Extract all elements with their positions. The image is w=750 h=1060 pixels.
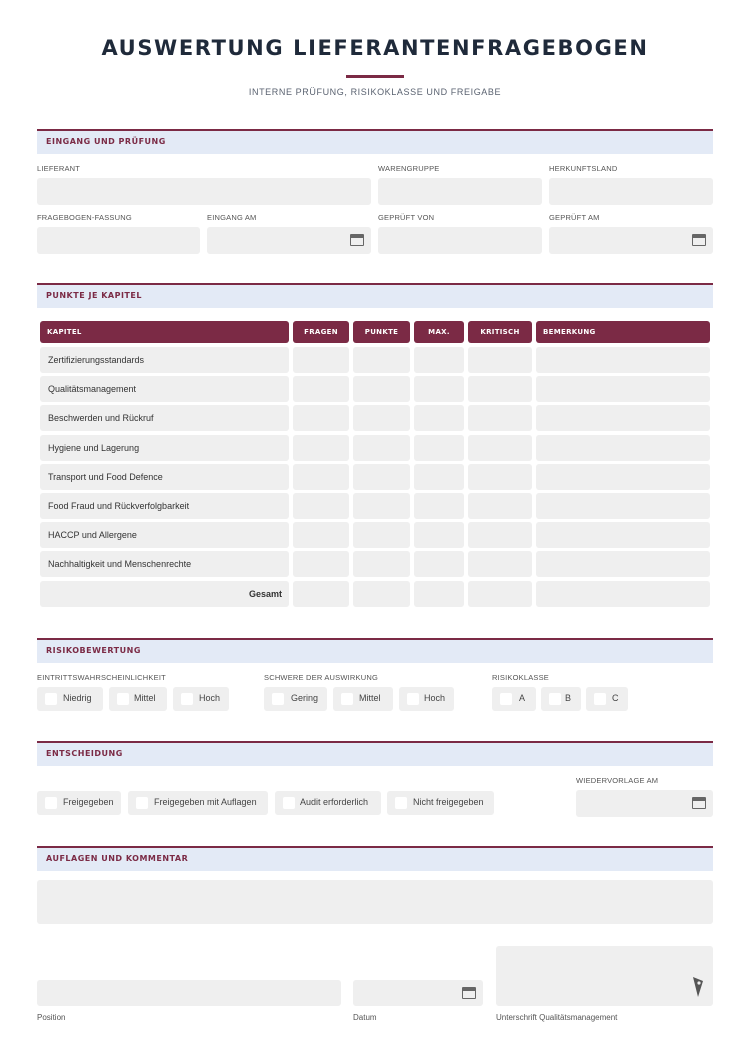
col-header-punkte: PUNKTE: [353, 321, 410, 343]
section-title: EINGANG UND PRÜFUNG: [46, 137, 166, 146]
label-risikoklasse: RISIKOKLASSE: [492, 673, 550, 682]
checkbox-klasse-a[interactable]: A: [492, 687, 536, 711]
label-lieferant: LIEFERANT: [37, 164, 81, 173]
calendar-icon[interactable]: [692, 797, 706, 809]
checkbox-eintritt-hoch[interactable]: Hoch: [173, 687, 229, 711]
table-row-label: Zertifizierungsstandards: [40, 347, 289, 373]
cell-bemerkung[interactable]: [536, 522, 710, 548]
cell-fragen[interactable]: [293, 464, 349, 490]
cell-max[interactable]: [414, 347, 464, 373]
cell-max[interactable]: [414, 405, 464, 431]
page-title: AUSWERTUNG LIEFERANTENFRAGEBOGEN: [101, 36, 649, 60]
checkbox-schwere-hoch[interactable]: Hoch: [399, 687, 454, 711]
col-header-bemerkung: BEMERKUNG: [536, 321, 710, 343]
label-geprueft-von: GEPRÜFT VON: [378, 213, 435, 222]
fassung-field[interactable]: [37, 227, 200, 254]
col-header-kritisch: KRITISCH: [468, 321, 532, 343]
cell-kritisch[interactable]: [468, 551, 532, 577]
table-row-label: Qualitätsmanagement: [40, 376, 289, 402]
herkunftsland-field[interactable]: [549, 178, 713, 205]
lieferant-field[interactable]: [37, 178, 371, 205]
checkbox-freigegeben-mit-auflagen[interactable]: Freigegeben mit Auflagen: [128, 791, 268, 815]
warengruppe-field[interactable]: [378, 178, 542, 205]
cell-kritisch[interactable]: [468, 347, 532, 373]
cell-punkte[interactable]: [353, 464, 410, 490]
cell-kritisch[interactable]: [468, 522, 532, 548]
cell-max[interactable]: [414, 376, 464, 402]
section-header-entscheidung: [37, 741, 713, 766]
label-schwere: SCHWERE DER AUSWIRKUNG: [264, 673, 378, 682]
checkbox-schwere-mittel[interactable]: Mittel: [333, 687, 393, 711]
cell-punkte[interactable]: [353, 405, 410, 431]
cell-kritisch[interactable]: [468, 405, 532, 431]
cell-max[interactable]: [414, 551, 464, 577]
table-total-label: Gesamt: [40, 581, 289, 607]
cell-kritisch[interactable]: [468, 435, 532, 461]
section-title: AUFLAGEN UND KOMMENTAR: [46, 854, 189, 863]
section-title: PUNKTE JE KAPITEL: [46, 291, 142, 300]
total-cell-punkte[interactable]: [353, 581, 410, 607]
cell-bemerkung[interactable]: [536, 405, 710, 431]
cell-fragen[interactable]: [293, 522, 349, 548]
geprueft-von-field[interactable]: [378, 227, 542, 254]
label-fassung: FRAGEBOGEN-FASSUNG: [37, 213, 132, 222]
total-cell-bemerkung[interactable]: [536, 581, 710, 607]
cell-bemerkung[interactable]: [536, 435, 710, 461]
cell-max[interactable]: [414, 522, 464, 548]
label-position: Position: [37, 1013, 66, 1022]
page-subtitle: INTERNE PRÜFUNG, RISIKOKLASSE UND FREIGABE: [248, 87, 502, 97]
calendar-icon[interactable]: [462, 987, 476, 999]
section-header-auflagen: [37, 846, 713, 871]
cell-max[interactable]: [414, 435, 464, 461]
cell-punkte[interactable]: [353, 435, 410, 461]
table-row-label: Food Fraud und Rückverfolgbarkeit: [40, 493, 289, 519]
cell-max[interactable]: [414, 464, 464, 490]
table-row-label: Transport und Food Defence: [40, 464, 289, 490]
label-eingang-am: EINGANG AM: [207, 213, 257, 222]
label-warengruppe: WARENGRUPPE: [378, 164, 440, 173]
section-header-risiko: [37, 638, 713, 663]
checkbox-schwere-gering[interactable]: Gering: [264, 687, 327, 711]
label-geprueft-am: GEPRÜFT AM: [549, 213, 600, 222]
checkbox-eintritt-mittel[interactable]: Mittel: [109, 687, 167, 711]
checkbox-klasse-c[interactable]: C: [586, 687, 628, 711]
geprueft-am-field[interactable]: [549, 227, 713, 254]
cell-bemerkung[interactable]: [536, 347, 710, 373]
pen-nib-icon: [691, 975, 705, 1004]
section-title: RISIKOBEWERTUNG: [46, 646, 141, 655]
title-underline: [346, 75, 404, 78]
cell-fragen[interactable]: [293, 376, 349, 402]
cell-punkte[interactable]: [353, 522, 410, 548]
cell-bemerkung[interactable]: [536, 551, 710, 577]
label-unterschrift: Unterschrift Qualitätsmanagement: [496, 1013, 618, 1022]
label-datum: Datum: [353, 1013, 377, 1022]
label-wiedervorlage: WIEDERVORLAGE AM: [576, 776, 659, 785]
cell-fragen[interactable]: [293, 347, 349, 373]
checkbox-klasse-b[interactable]: B: [541, 687, 581, 711]
table-row-label: Hygiene und Lagerung: [40, 435, 289, 461]
checkbox-eintritt-niedrig[interactable]: Niedrig: [37, 687, 103, 711]
kommentar-field[interactable]: [37, 880, 713, 924]
cell-punkte[interactable]: [353, 347, 410, 373]
cell-fragen[interactable]: [293, 435, 349, 461]
section-header-punkte: [37, 283, 713, 308]
datum-field[interactable]: [353, 980, 483, 1006]
table-row-label: HACCP und Allergene: [40, 522, 289, 548]
position-field[interactable]: [37, 980, 341, 1006]
cell-kritisch[interactable]: [468, 464, 532, 490]
cell-fragen[interactable]: [293, 551, 349, 577]
checkbox-nicht-freigegeben[interactable]: Nicht freigegeben: [387, 791, 494, 815]
calendar-icon[interactable]: [350, 234, 364, 246]
table-row-label: Beschwerden und Rückruf: [40, 405, 289, 431]
checkbox-audit-erforderlich[interactable]: Audit erforderlich: [275, 791, 381, 815]
cell-bemerkung[interactable]: [536, 464, 710, 490]
cell-fragen[interactable]: [293, 405, 349, 431]
total-cell-fragen[interactable]: [293, 581, 349, 607]
section-header-eingang: [37, 129, 713, 154]
col-header-max: MAX.: [414, 321, 464, 343]
label-eintritt: EINTRITTSWAHRSCHEINLICHKEIT: [37, 673, 166, 682]
eingang-am-field[interactable]: [207, 227, 371, 254]
signature-field[interactable]: [496, 946, 713, 1006]
section-title: ENTSCHEIDUNG: [46, 749, 123, 758]
cell-punkte[interactable]: [353, 493, 410, 519]
cell-punkte[interactable]: [353, 551, 410, 577]
wiedervorlage-field[interactable]: [576, 790, 713, 817]
label-herkunftsland: HERKUNFTSLAND: [549, 164, 618, 173]
total-cell-kritisch[interactable]: [468, 581, 532, 607]
cell-bemerkung[interactable]: [536, 493, 710, 519]
cell-max[interactable]: [414, 493, 464, 519]
cell-bemerkung[interactable]: [536, 376, 710, 402]
cell-kritisch[interactable]: [468, 493, 532, 519]
table-row-label: Nachhaltigkeit und Menschenrechte: [40, 551, 289, 577]
cell-fragen[interactable]: [293, 493, 349, 519]
col-header-fragen: FRAGEN: [293, 321, 349, 343]
total-cell-max[interactable]: [414, 581, 464, 607]
cell-punkte[interactable]: [353, 376, 410, 402]
checkbox-freigegeben[interactable]: Freigegeben: [37, 791, 121, 815]
col-header-kapitel: KAPITEL: [40, 321, 289, 343]
calendar-icon[interactable]: [692, 234, 706, 246]
cell-kritisch[interactable]: [468, 376, 532, 402]
